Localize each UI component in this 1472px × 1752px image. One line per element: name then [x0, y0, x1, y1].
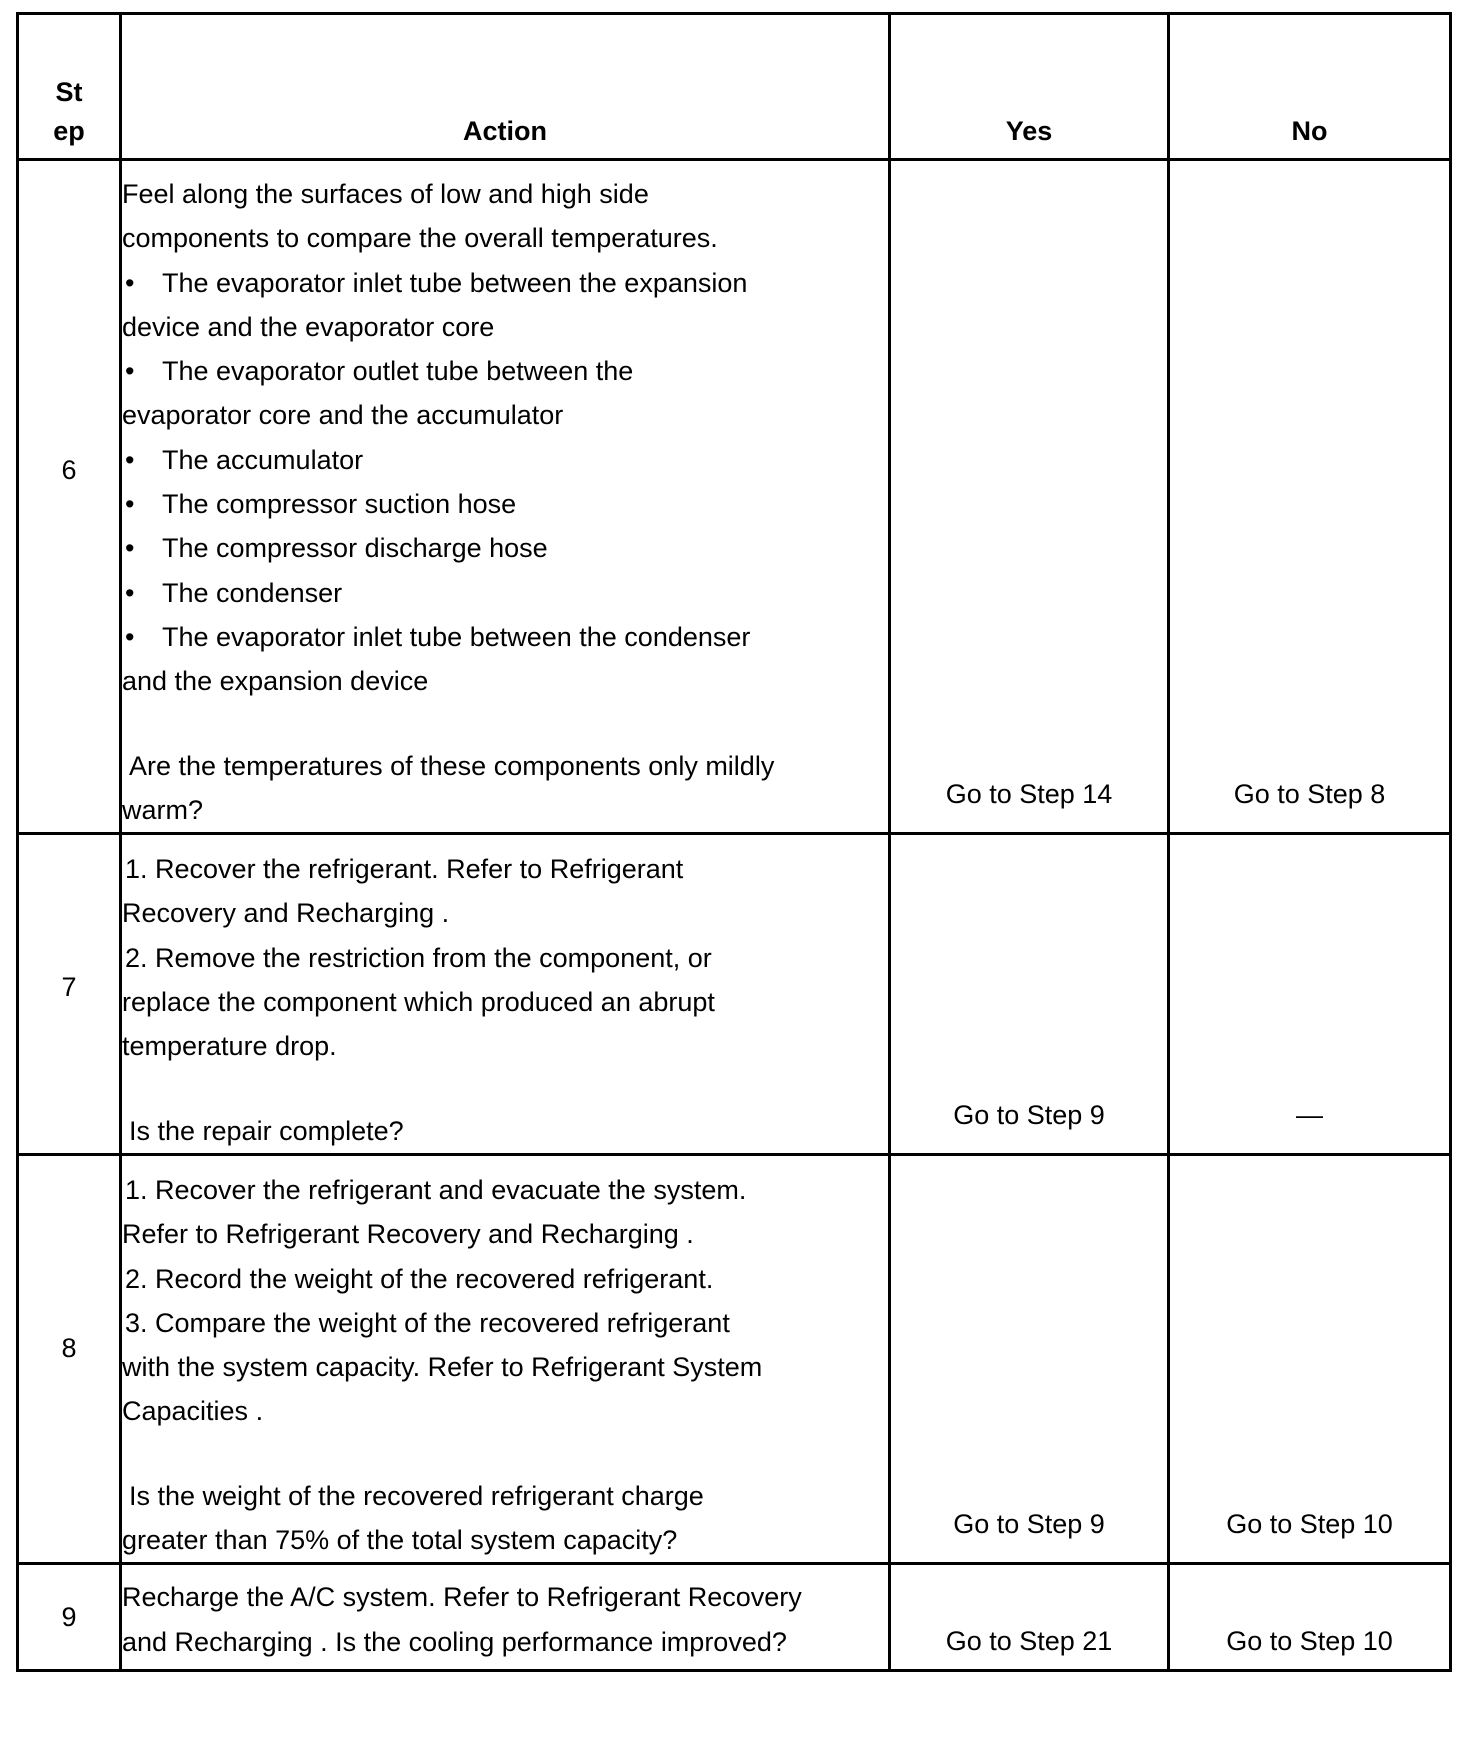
action-cell — [121, 1154, 890, 1563]
action-cell — [121, 160, 890, 834]
action-header-label: Action — [463, 116, 547, 146]
no-result: Go to Step 10 — [1226, 1626, 1393, 1657]
numbered-item: 2. Record the weight of the recovered refrigerant. — [125, 1263, 714, 1294]
action-text: Recharge the A/C system. Refer to Refrigerant Recovery — [122, 1582, 802, 1613]
no-cell — [1169, 1564, 1451, 1671]
bullet-item-continuation: device and the evaporator core — [122, 311, 495, 342]
yes-result: Go to Step 14 — [945, 779, 1113, 810]
step-cell — [18, 834, 121, 1155]
bullet-item: • The evaporator outlet tube between the — [122, 349, 888, 393]
yes-cell — [890, 1564, 1169, 1671]
no-column-header — [1169, 14, 1451, 160]
table-row — [18, 834, 1451, 1155]
action-cell — [121, 834, 890, 1155]
bullet-marker: • — [125, 621, 135, 652]
action-text: Feel along the surfaces of low and high side — [122, 179, 649, 209]
numbered-item: 1. Recover the refrigerant. Refer to Refrigerant — [125, 854, 684, 885]
no-result: Go to Step 8 — [1233, 779, 1386, 810]
bullet-item: • The evaporator inlet tube between the expansion — [122, 261, 888, 305]
bullet-item-continuation: evaporator core and the accumulator — [122, 400, 564, 431]
step-cell — [18, 1154, 121, 1563]
bullet-marker: • — [125, 267, 135, 298]
no-cell — [1169, 834, 1451, 1155]
no-result: Go to Step 10 — [1226, 1509, 1393, 1540]
step-number: 6 — [61, 455, 77, 485]
yes-cell — [890, 160, 1169, 834]
bullet-item: • The accumulator — [122, 438, 888, 482]
question-text: Is the weight of the recovered refrigerant charge — [129, 1480, 704, 1511]
yes-result: Go to Step 9 — [953, 1509, 1105, 1540]
bullet-item: • The compressor discharge hose — [122, 526, 888, 570]
yes-cell — [890, 1154, 1169, 1563]
bullet-marker: • — [125, 577, 135, 608]
no-cell — [1169, 1154, 1451, 1563]
numbered-item-continuation: replace the component which produced an abrupt — [122, 987, 715, 1018]
step-header-line1: St — [55, 77, 83, 107]
numbered-item-continuation: with the system capacity. Refer to Refrigerant System — [122, 1352, 763, 1383]
numbered-item: 2. Remove the restriction from the component, or — [125, 942, 712, 973]
yes-result: Go to Step 21 — [945, 1626, 1113, 1657]
no-header-label: No — [1291, 116, 1328, 146]
yes-cell — [890, 834, 1169, 1155]
question-text: greater than 75% of the total system capacity? — [122, 1525, 678, 1556]
numbered-item-continuation: Capacities . — [122, 1396, 264, 1427]
bullet-marker: • — [125, 444, 135, 475]
step-header-line2: ep — [53, 116, 85, 146]
action-text: and Recharging . Is the cooling performance improved? — [122, 1626, 787, 1657]
step-column-header — [18, 14, 121, 160]
action-column-header — [121, 14, 890, 160]
numbered-item-continuation: Recovery and Recharging . — [122, 898, 450, 929]
no-cell — [1169, 160, 1451, 834]
diagnostic-table — [16, 12, 1452, 1672]
step-number: 9 — [61, 1602, 77, 1633]
yes-header-label: Yes — [1005, 116, 1053, 146]
action-text: components to compare the overall temperatures. — [122, 223, 718, 254]
table-header-row — [18, 14, 1451, 160]
numbered-item: 1. Recover the refrigerant and evacuate the system. — [125, 1174, 747, 1205]
no-result: — — [1296, 1099, 1323, 1130]
step-number: 7 — [61, 972, 77, 1003]
yes-result: Go to Step 9 — [953, 1099, 1105, 1130]
bullet-item: • The condenser — [122, 571, 888, 615]
table-row — [18, 160, 1451, 834]
bullet-marker: • — [125, 489, 135, 520]
numbered-item-continuation: temperature drop. — [122, 1031, 337, 1062]
numbered-item-continuation: Refer to Refrigerant Recovery and Recharging . — [122, 1219, 694, 1250]
question-text: Is the repair complete? — [129, 1115, 404, 1146]
step-number: 8 — [61, 1332, 77, 1363]
bullet-marker: • — [125, 533, 135, 564]
bullet-item: • The evaporator inlet tube between the condenser — [122, 615, 888, 659]
table-row — [18, 1154, 1451, 1563]
action-cell — [121, 1564, 890, 1671]
yes-column-header — [890, 14, 1169, 160]
numbered-item: 3. Compare the weight of the recovered refrigerant — [125, 1307, 730, 1338]
bullet-marker: • — [125, 356, 135, 387]
question-text: Are the temperatures of these components only mildly — [129, 750, 775, 781]
step-cell — [18, 160, 121, 834]
bullet-item: • The compressor suction hose — [122, 482, 888, 526]
question-text: warm? — [122, 794, 204, 825]
table-row — [18, 1564, 1451, 1671]
bullet-item-continuation: and the expansion device — [122, 666, 429, 697]
step-cell — [18, 1564, 121, 1671]
